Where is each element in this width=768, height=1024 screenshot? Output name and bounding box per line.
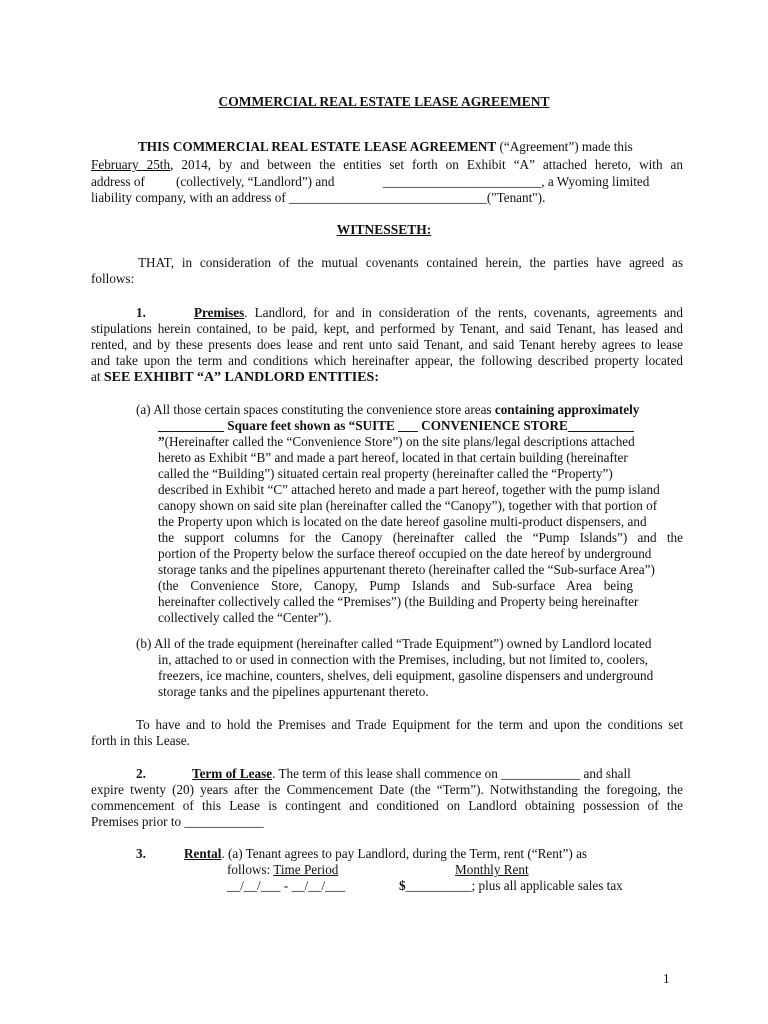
item-a-line-13: hereinafter collectively called the “Premises”) (the Building and Property being hereinafter — [158, 594, 639, 609]
that-line-1: THAT, in consideration of the mutual covenants contained herein, the parties have agreed as — [138, 255, 683, 270]
document-title: COMMERCIAL REAL ESTATE LEASE AGREEMENT — [218, 94, 550, 109]
section-2-line-4: Premises prior to ____________ — [91, 814, 264, 829]
item-b-line-2: in, attached to or used in connection with the Premises, including, but not limited to, coolers, — [158, 652, 649, 667]
intro-line-4: liability company, with an address of ______________________________("Tenant"). — [91, 190, 546, 205]
section-1-number: 1. — [136, 305, 146, 320]
item-a-line-14: collectively called the “Center”). — [158, 610, 332, 625]
agreement-date: February 25th — [91, 157, 171, 172]
section-1-line-1: Premises. Landlord, for and in consideration of the rents, covenants, agreements and — [194, 305, 683, 320]
section-2-line-2: expire twenty (20) years after the Commencement Date (the “Term”). Notwithstanding the foregoing, the — [91, 782, 683, 797]
page-number: 1 — [663, 971, 670, 986]
item-a-line-5: called the “Building”) situated certain real property (hereinafter called the “Property”) — [158, 466, 613, 481]
have-hold-line-2: forth in this Lease. — [91, 733, 190, 748]
witnesseth-heading: WITNESSETH: — [336, 222, 432, 237]
section-3-line-1: Rental. (a) Tenant agrees to pay Landlord, during the Term, rent (“Rent”) as — [184, 846, 588, 861]
commencement-date-blank: ____________ — [501, 766, 581, 781]
section-3-heading: Rental — [184, 846, 222, 861]
section-1-line-3: rented, and by these presents does lease and rent unto said Tenant, and said Tenant hereby agrees to lease — [91, 337, 683, 352]
item-a-line-3: ”(Hereinafter called the “Convenience Store”) on the site plans/legal descriptions attached — [158, 434, 635, 449]
intro-bold-lead: THIS COMMERCIAL REAL ESTATE LEASE AGREEMENT — [138, 139, 497, 154]
monthly-rent-header: Monthly Rent — [455, 862, 529, 877]
item-a-line-11: storage tanks and the pipelines appurtenant thereto (hereinafter called the “Sub-surface Area”) — [158, 562, 655, 577]
section-2-number: 2. — [136, 766, 146, 781]
item-b-line-3: freezers, ice machine, counters, shelves, deli equipment, gasoline dispensers and underground — [158, 668, 654, 683]
item-a-line-4: hereto as Exhibit “B” and made a part hereof, located in that certain building (hereinafter — [158, 450, 628, 465]
item-a-line-9: the support columns for the Canopy (hereinafter called the “Pump Islands”) and the — [158, 530, 683, 545]
item-a-line-6: described in Exhibit “C” attached hereto and made a part hereof, together with the pump island — [158, 482, 660, 497]
square-feet-blank: __________ — [158, 418, 224, 433]
item-a-line-1: (a) All those certain spaces constituting the convenience store areas containing approximately — [136, 402, 640, 417]
item-b-line-4: storage tanks and the pipelines appurtenant thereto. — [158, 684, 429, 699]
exhibit-a-reference: SEE EXHIBIT “A” LANDLORD ENTITIES: — [103, 370, 379, 385]
section-2-heading: Term of Lease — [192, 766, 273, 781]
section-1-line-2: stipulations herein contained, to be paid, kept, and performed by Tenant, and said Tenant, has leased and — [91, 321, 683, 336]
landlord-name-blank: ________________________ — [383, 174, 542, 189]
section-2-line-1: Term of Lease. The term of this lease shall commence on ____________ and shall — [192, 766, 631, 781]
section-3-line-2: follows: Time Period — [227, 862, 339, 877]
that-line-2: follows: — [91, 271, 135, 286]
rent-amount-line: $__________; plus all applicable sales tax — [399, 878, 623, 893]
item-a-line-8: the Property upon which is located on the date hereof gasoline multi-product dispensers, and — [158, 514, 647, 529]
section-1-line-4: and take upon the term and conditions which hereinafter appear, the following described property located — [91, 353, 683, 368]
possession-date-blank: ____________ — [184, 814, 264, 829]
intro-line-1: THIS COMMERCIAL REAL ESTATE LEASE AGREEMENT (“Agreement”) made this — [138, 139, 633, 154]
item-b-line-1: (b) All of the trade equipment (hereinafter called “Trade Equipment”) owned by Landlord located — [136, 636, 652, 651]
intro-line-3: address of — [91, 174, 145, 189]
section-1-heading: Premises — [194, 305, 245, 320]
tenant-address-blank: ______________________________ — [289, 190, 487, 205]
item-a-line-7: canopy shown on said site plan (hereinafter called the “Canopy”), together with that portion of — [158, 498, 658, 513]
lease-page: COMMERCIAL REAL ESTATE LEASE AGREEMENT THIS COMMERCIAL REAL ESTATE LEASE AGREEMENT (“Agreement”) made this February 25th, 2014, by and between the entities set forth on Exhibit “A” attached hereto, with an address of (collectively, “Landlord”) and ________________________, a Wyoming limited liability company, with an address of ______________________________("Tenant"). WITNESSETH: THAT, in consideration of the mutual covenants contained herein, the parties have agreed as follows: 1. Premises. Landlord, for and in consideration of the rents, covenants, agreements and stipulations herein contained, to be paid, kept, and performed by Tenant, and said Tenant, has leased and rented, and by these presents does lease and rent unto said Tenant, and said Tenant hereby agrees to lease and take upon the term and conditions which hereinafter appear, the following described property located at SEE EXHIBIT “A” LANDLORD ENTITIES: (a) All those certain spaces constituting the convenience store areas containing approximately __________ Square feet shown as “SUITE ___ CONVENIENCE STORE__________ ”(Hereinafter called the “Convenience Store”) on the site plans/legal descriptions attached hereto as Exhibit “B” and made a part hereof, located in that certain building (hereinafter called the “Building”) situated certain real property (hereinafter called the “Property”) described in Exhibit “C” attached hereto and made a part hereof, together with the pump island canopy shown on said site plan (hereinafter called the “Canopy”), together with that portion of the Property upon which is located on the date hereof gasoline multi-product dispensers, and the support columns for the Canopy (hereinafter called the “Pump Islands”) and the portion of the Property below the surface thereof occupied on the date hereof by underground storage tanks and the pipelines appurtenant thereto (hereinafter called the “Sub-surface Area”) (the Convenience Store, Canopy, Pump Islands and Sub-surface Area being hereinafter collectively called the “Premises”) (the Building and Property being hereinafter collectively called the “Center”). (b) All of the trade equipment (hereinafter called “Trade Equipment”) owned by Landlord located in, attached to or used in connection with the Premises, including, but not limited to, coolers, freezers, ice machine, counters, shelves, deli equipment, gasoline dispensers and underground storage tanks and the pipelines appurtenant thereto. To have and to hold the Premises and Trade Equipment for the term and upon the conditions set forth in this Lease. 2. Term of Lease. The term of this lease shall commence on ____________ and shall expire twenty (20) years after the Commencement Date (the “Term”). Notwithstanding the foregoing, the commencement of this Lease is contingent and conditioned on Landlord obtaining possession of the Premises prior to ____________ 3. Rental. (a) Tenant agrees to pay Landlord, during the Term, rent (“Rent”) as follows: Time Period Monthly Rent __/__/___ - __/__/___ $__________; plus all applicable sales tax 1 — [0, 0, 768, 1024]
item-a-line-12: (the Convenience Store, Canopy, Pump Islands and Sub-surface Area being — [158, 578, 633, 593]
time-period-header: Time Period — [273, 862, 339, 877]
intro-line-2: February 25th, 2014, by and between the entities set forth on Exhibit “A” attached hereto, with an — [91, 157, 683, 172]
section-3-number: 3. — [136, 846, 146, 861]
rent-period-blank: __/__/___ - __/__/___ — [227, 878, 345, 893]
section-2-line-3: commencement of this Lease is contingent and conditioned on Landlord obtaining possession of the — [91, 798, 683, 813]
have-hold-line-1: To have and to hold the Premises and Trade Equipment for the term and upon the conditions set — [136, 717, 683, 732]
rent-amount-blank: __________ — [405, 878, 472, 893]
item-a-line-10: portion of the Property below the surface thereof occupied on the date hereof by underground — [158, 546, 652, 561]
section-1-line-5: at SEE EXHIBIT “A” LANDLORD ENTITIES: — [91, 369, 379, 385]
item-a-line-2: __________ Square feet shown as “SUITE ___ CONVENIENCE STORE__________ — [158, 418, 634, 433]
